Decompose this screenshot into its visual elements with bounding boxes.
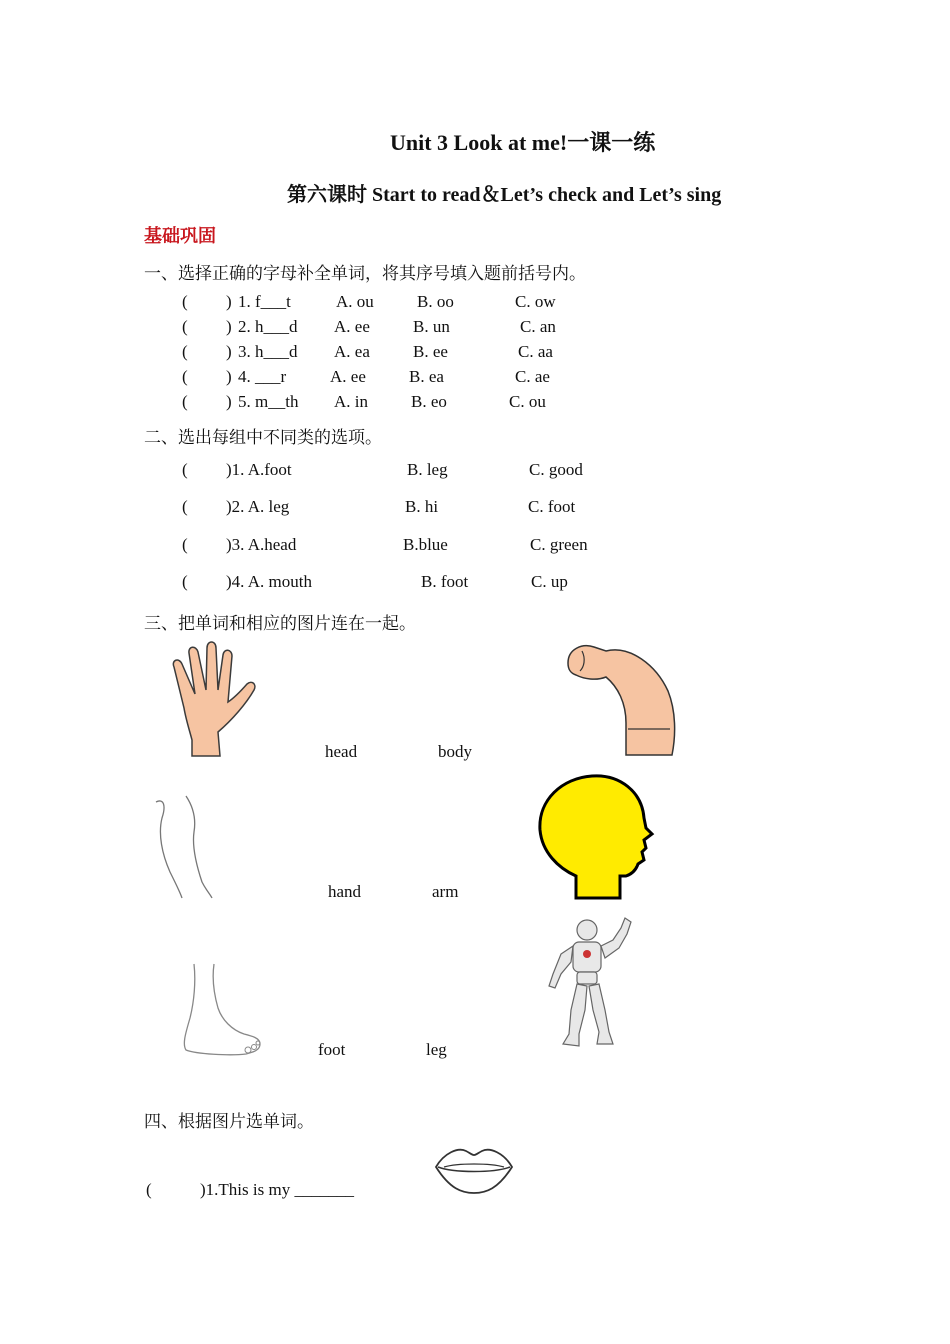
paren-close: ) xyxy=(226,392,232,411)
question-stem: 4. ___r xyxy=(238,367,287,386)
paren-close: ) xyxy=(226,317,232,336)
page-title: Unit 3 Look at me!一课一练 xyxy=(390,130,656,155)
option-a: A. ea xyxy=(334,342,370,361)
word-hand: hand xyxy=(328,882,362,901)
question-stem: 2. h___d xyxy=(238,317,298,336)
hand-picture xyxy=(162,640,258,758)
paren-open: ( xyxy=(182,460,188,479)
paren-open: ( xyxy=(182,572,188,591)
option-a: A. ou xyxy=(336,292,374,311)
option-c: C. aa xyxy=(518,342,553,361)
option-b: B. un xyxy=(413,317,450,336)
option-c: C. up xyxy=(531,572,568,591)
paren-open: ( xyxy=(182,535,188,554)
lips-picture xyxy=(434,1143,514,1197)
part1-instruction: 一、选择正确的字母补全单词，将其序号填入题前括号内。 xyxy=(144,264,586,283)
word-head: head xyxy=(325,742,358,761)
part3-instruction: 三、把单词和相应的图片连在一起。 xyxy=(144,614,416,633)
paren-open: ( xyxy=(182,342,188,361)
option-b: B. eo xyxy=(411,392,447,411)
head-picture xyxy=(536,772,652,900)
option-b: B.blue xyxy=(403,535,448,554)
arm-picture xyxy=(560,637,680,759)
word-body: body xyxy=(438,742,472,761)
paren-open: ( xyxy=(182,367,188,386)
question-stem: )1.This is my _______ xyxy=(200,1180,354,1199)
word-leg: leg xyxy=(426,1040,447,1059)
option-c: C. ow xyxy=(515,292,556,311)
paren-open: ( xyxy=(182,392,188,411)
option-b: B. leg xyxy=(407,460,448,479)
option-c: C. an xyxy=(520,317,556,336)
question-stem: 1. f___t xyxy=(238,292,291,311)
paren-close: ) xyxy=(226,342,232,361)
word-arm: arm xyxy=(432,882,459,901)
option-c: C. green xyxy=(530,535,588,554)
page-subtitle: 第六课时 Start to read＆Let’s check and Let’s sing xyxy=(287,184,722,206)
leg-picture xyxy=(150,794,222,900)
robot-body-picture xyxy=(543,914,635,1050)
paren-open: ( xyxy=(146,1180,152,1199)
option-b: B. hi xyxy=(405,497,439,516)
option-b: B. ea xyxy=(409,367,444,386)
section-label: 基础巩固 xyxy=(144,226,216,246)
option-b: B. ee xyxy=(413,342,448,361)
paren-open: ( xyxy=(182,497,188,516)
part2-instruction: 二、选出每组中不同类的选项。 xyxy=(144,428,382,447)
paren-open: ( xyxy=(182,317,188,336)
question-stem: 3. h___d xyxy=(238,342,298,361)
paren-close: ) xyxy=(226,292,232,311)
foot-picture xyxy=(180,962,264,1058)
option-a: A. ee xyxy=(330,367,366,386)
question-stem: )3. A.head xyxy=(226,535,297,554)
question-stem: )1. A.foot xyxy=(226,460,292,479)
option-c: C. foot xyxy=(528,497,576,516)
option-a: A. in xyxy=(334,392,368,411)
paren-close: ) xyxy=(226,367,232,386)
word-foot: foot xyxy=(318,1040,346,1059)
option-c: C. ae xyxy=(515,367,550,386)
option-a: A. ee xyxy=(334,317,370,336)
option-b: B. oo xyxy=(417,292,454,311)
option-c: C. good xyxy=(529,460,583,479)
question-stem: )2. A. leg xyxy=(226,497,290,516)
option-c: C. ou xyxy=(509,392,546,411)
question-stem: 5. m__th xyxy=(238,392,299,411)
question-stem: )4. A. mouth xyxy=(226,572,312,591)
option-b: B. foot xyxy=(421,572,469,591)
part4-instruction: 四、根据图片选单词。 xyxy=(144,1112,314,1131)
paren-open: ( xyxy=(182,292,188,311)
